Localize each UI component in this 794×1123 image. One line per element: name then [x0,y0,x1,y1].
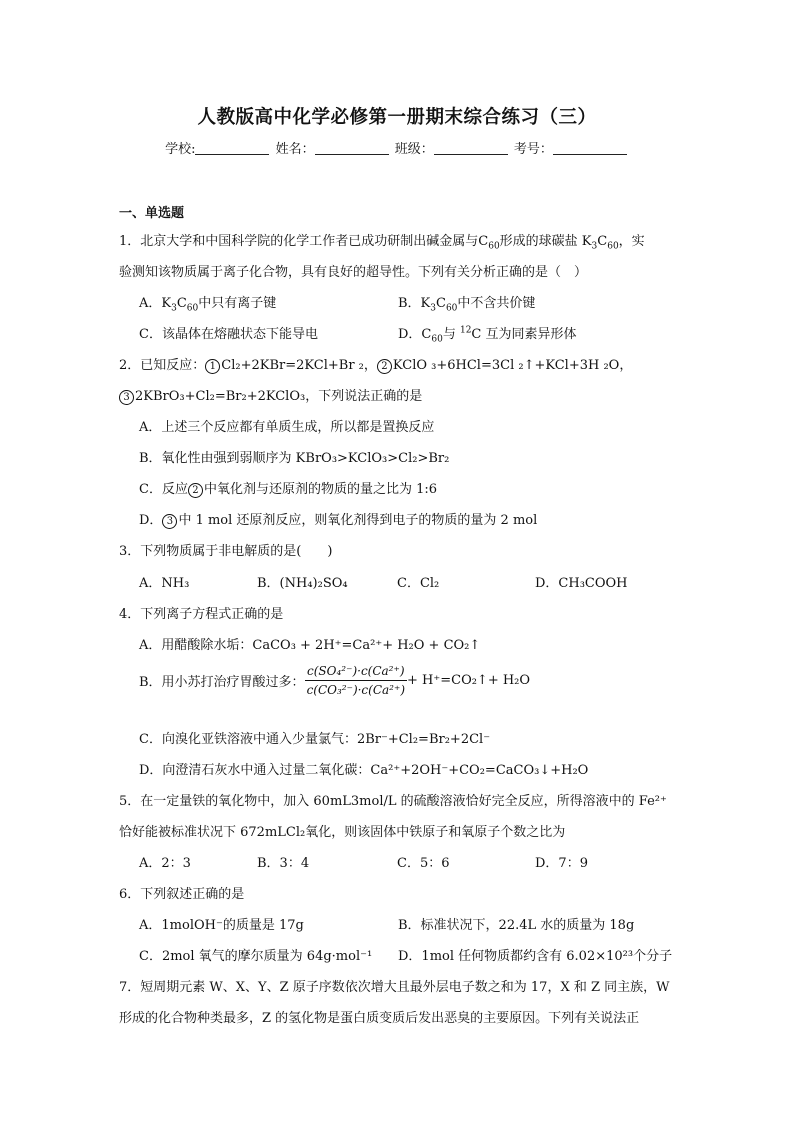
question-7-stem-line2: 形成的化合物种类最多，Z 的氢化物是蛋白质变质后发出恶臭的主要原因。下列有关说法正 [119,1011,640,1026]
name-label: 姓名： [275,142,315,157]
name-field[interactable] [315,142,389,155]
school-label: 学校: [165,142,196,157]
question-2-stem-line2: 3 2KBrO₃+Cl₂=Br₂+2KClO₃，下列说法正确的是 [119,385,422,405]
question-4-stem: 4．下列离子方程式正确的是 [119,607,284,622]
circled-number: 1 [205,359,220,374]
q4-option-c[interactable]: C．向溴化亚铁溶液中通入少量氯气：2Br⁻+Cl₂=Br₂+2Cl⁻ [139,732,491,747]
q4-option-b[interactable]: B．用小苏打治疗胃酸过多： $\frac{\text{c(SO₄²⁻)·c(Ca²⁺)}}{\text{c(CO₃²⁻)·c(Ca²⁺)}}$ + H⁺=CO₂↑+ H₂O [139,664,531,697]
q2-option-c[interactable]: C．反应 2 中氧化剂与还原剂的物质的量之比为 1:6 [139,482,438,497]
q3-option-d[interactable]: D．CH₃COOH [535,576,628,591]
q6-option-c[interactable]: C．2mol 氧气的摩尔质量为 64g·mol⁻¹ [139,949,373,964]
number-label: 考号： [513,142,553,157]
question-5-stem: 5．在一定量铁的氧化物中，加入 60mL3mol/L 的硫酸溶液恰好完全反应，所得溶液中的 Fe²⁺ [119,794,667,809]
q6-option-b[interactable]: B．标准状况下，22.4L 水的质量为 18g [398,918,635,933]
question-6-stem: 6．下列叙述正确的是 [119,887,245,902]
q4-option-a[interactable]: A．用醋酸除水垢：CaCO₃ + 2H⁺=Ca²⁺+ H₂O + CO₂↑ [139,638,481,653]
q1-option-d[interactable]: D．$C_{60}$与 $^{12}$C 互为同素异形体 [398,325,577,345]
class-label: 班级： [394,142,434,157]
class-field[interactable] [434,142,508,155]
q2-option-a[interactable]: A．上述三个反应都有单质生成，所以都是置换反应 [139,420,435,435]
q3-option-b[interactable]: B．(NH₄)₂SO₄ [257,576,348,591]
circled-number: 2 [377,359,392,374]
circled-number: 2 [188,483,203,498]
q1-option-a[interactable]: A．$K_3C_{60}$中只有离子键 [139,296,277,314]
q5-option-c[interactable]: C．5：6 [397,856,450,871]
q2-option-d[interactable]: D． 3 中 1 mol 还原剂反应，则氧化剂得到电子的物质的量为 2 mol [139,513,538,528]
q4-option-d[interactable]: D．向澄清石灰水中通入过量二氧化碳：Ca²⁺+2OH⁻+CO₂=CaCO₃↓+H₂O [139,763,589,778]
student-info-row [0,138,794,157]
question-5-stem-line2: 恰好能被标准状况下 672mLCl₂氧化，则该固体中铁原子和氧原子个数之比为 [119,825,566,840]
q5-option-d[interactable]: D．7：9 [535,856,588,871]
q3-option-a[interactable]: A．NH₃ [139,576,190,591]
circled-number: 3 [119,390,134,405]
question-1-stem-line2: 验测知该物质属于离子化合物，具有良好的超导性。下列有关分析正确的是（ ） [119,265,588,280]
question-2-stem: 2．已知反应： 1 Cl₂+2KBr=2KCl+Br ₂， 2 KClO ₃+6HCl=3Cl ₂↑+KCl+3H ₂O， [119,358,633,373]
q6-option-d[interactable]: D．1mol 任何物质都约含有 6.02×10²³个分子 [398,949,673,964]
q1-option-c[interactable]: C．该晶体在熔融状态下能导电 [139,327,318,342]
school-field[interactable] [195,142,269,155]
circled-number: 3 [162,514,177,529]
q6-option-a[interactable]: A．1molOH⁻的质量是 17g [139,918,304,933]
number-field[interactable] [553,142,627,155]
question-3-stem: 3．下列物质属于非电解质的是( ) [119,544,333,559]
q5-option-a[interactable]: A．2：3 [139,856,191,871]
section-heading: 一、单选题 [119,206,185,221]
question-1-stem: 1．北京大学和中国科学院的化学工作者已成功研制出碱金属与$C_{60}$形成的球碳盐 $K_3C_{60}$，实 [119,234,645,252]
q3-option-c[interactable]: C．Cl₂ [397,576,440,591]
q5-option-b[interactable]: B．3：4 [257,856,310,871]
question-7-stem: 7．短周期元素 W、X、Y、Z 原子序数依次增大且最外层电子数之和为 17，X 和 Z 同主族，W [119,980,670,995]
q1-option-b[interactable]: B．$K_3C_{60}$中不含共价键 [398,296,536,314]
page-title: 人教版高中化学必修第一册期末综合练习（三） [197,107,597,128]
fraction-formula: $\frac{\text{c(SO₄²⁻)·c(Ca²⁺)}}{\text{c(CO₃²⁻)·c(Ca²⁺)}}$ [306,664,405,697]
q2-option-b[interactable]: B．氧化性由强到弱顺序为 KBrO₃>KClO₃>Cl₂>Br₂ [139,451,450,466]
